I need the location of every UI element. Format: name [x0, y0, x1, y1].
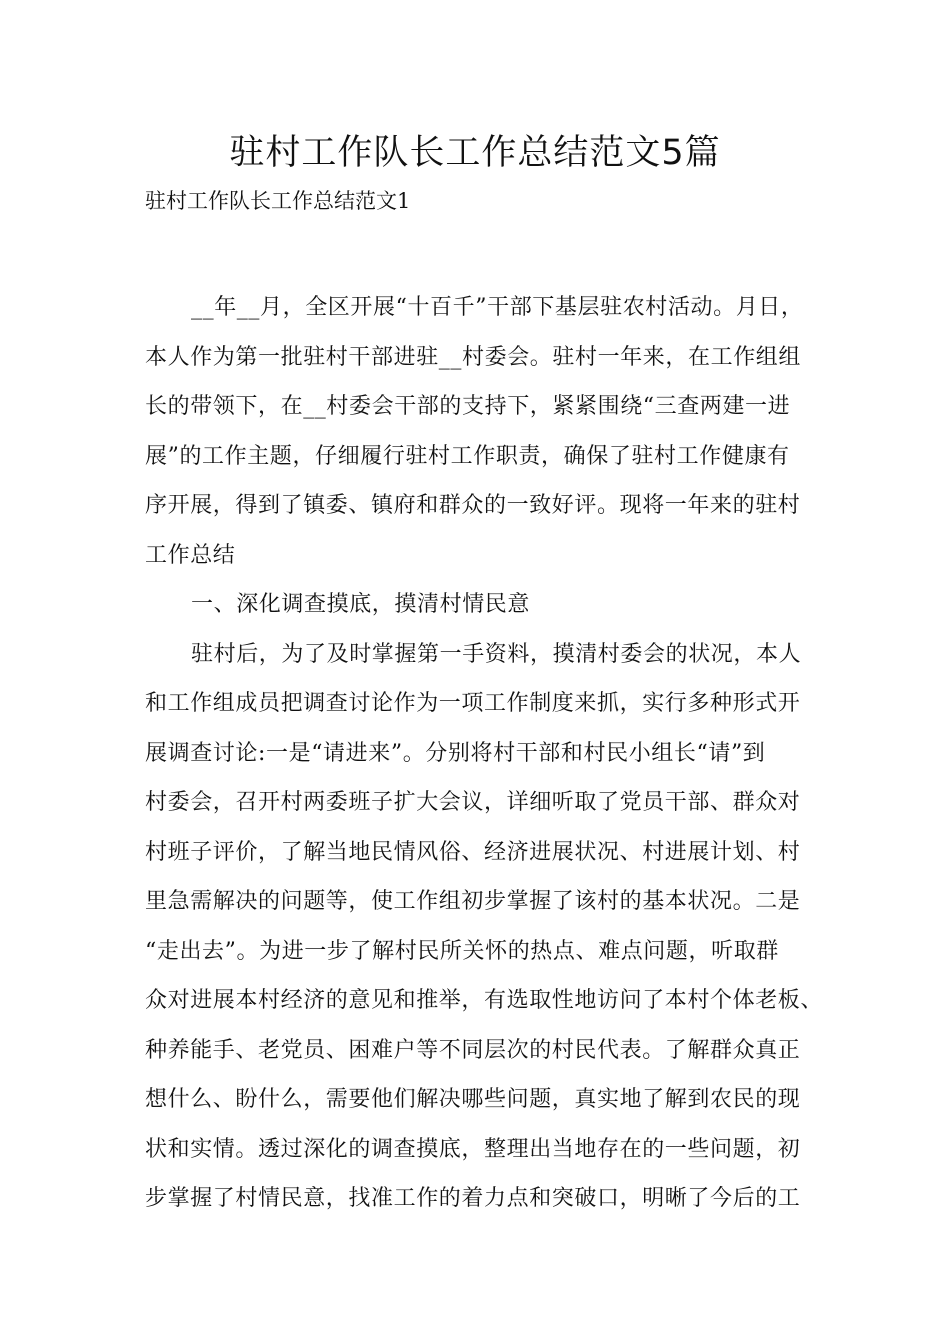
text-line: 众对进展本村经济的意见和推举，有选取性地访问了本村个体老板、 — [145, 988, 824, 1013]
document-subtitle: 驻村工作队长工作总结范文1 — [145, 189, 411, 213]
text-line: 长的带领下，在__村委会干部的支持下，紧紧围绕“三查两建一进 — [145, 394, 791, 419]
text-line: 想什么、盼什么，需要他们解决哪些问题，真实地了解到农民的现 — [145, 1087, 801, 1112]
text-line: 状和实情。透过深化的调查摸底，整理出当地存在的一些问题，初 — [145, 1136, 801, 1162]
text-line: 工作总结 — [145, 542, 236, 568]
text-line: 展调查讨论:一是“请进来”。分别将村干部和村民小组长“请”到 — [145, 740, 766, 766]
text-line: 步掌握了村情民意，找准工作的着力点和突破口，明晰了今后的工 — [145, 1186, 801, 1211]
text-line: 村委会，召开村两委班子扩大会议，详细听取了党员干部、群众对 — [145, 790, 801, 815]
text-line: 序开展，得到了镇委、镇府和群众的一致好评。现将一年来的驻村 — [145, 493, 801, 518]
section-heading-1 — [145, 580, 825, 630]
text-line: 种养能手、老党员、困难户等不同层次的村民代表。了解群众真正 — [145, 1037, 801, 1063]
text-line: 本人作为第一批驻村干部进驻__村委会。驻村一年来，在工作组组 — [145, 344, 802, 370]
text-line: 村班子评价，了解当地民情风俗、经济进展状况、村进展计划、村 — [145, 839, 801, 865]
section-heading-text: 一、深化调查摸底，摸清村情民意 — [191, 592, 531, 617]
text-line: __年__月，全区开展“十百千”干部下基层驻农村活动。月日， — [191, 295, 804, 320]
document-title: 驻村工作队长工作总结范文5篇 — [229, 133, 721, 173]
text-line: 展”的工作主题，仔细履行驻村工作职责，确保了驻村工作健康有 — [145, 443, 790, 469]
text-line: “走出去”。为进一步了解村民所关怀的热点、难点问题，听取群 — [145, 938, 779, 964]
text-line: 和工作组成员把调查讨论作为一项工作制度来抓，实行多种形式开 — [145, 691, 801, 716]
text-line: 里急需解决的问题等，使工作组初步掌握了该村的基本状况。二是 — [145, 889, 801, 914]
paragraph-intro — [145, 283, 825, 580]
document-body — [145, 283, 825, 1224]
text-line: 驻村后，为了及时掌握第一手资料，摸清村委会的状况，本人 — [191, 641, 802, 667]
paragraph-investigation — [145, 630, 825, 1224]
